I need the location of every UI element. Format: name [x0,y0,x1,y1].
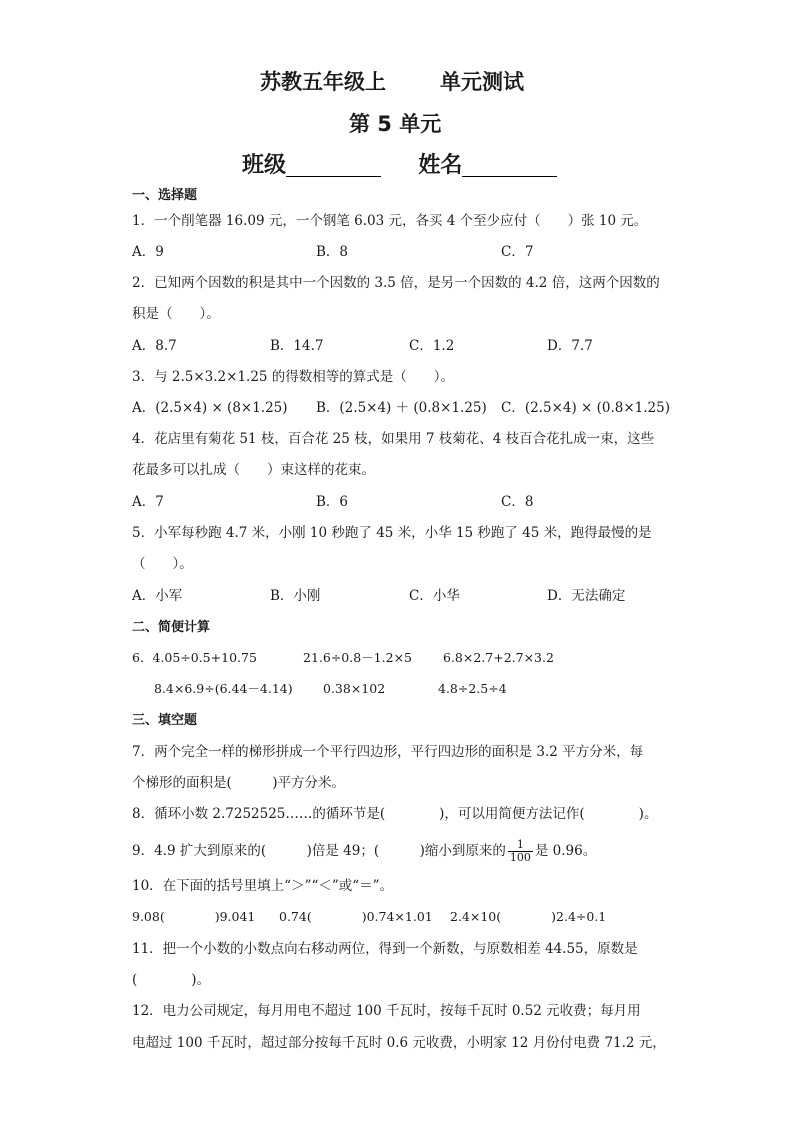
q4-option-b: B．6 [316,494,349,510]
question-12-line1: 12．电力公司规定，每月用电不超过 100 千瓦时，按每千瓦时 0.52 元收费；每月用 [132,1003,641,1019]
calc-2: 21.6÷0.8－1.2×5 [303,650,412,665]
question-11-line1: 11．把一个小数的小数点向右移动两位，得到一个新数，与原数相差 44.55，原数是 [132,941,638,957]
q1-option-b: B．8 [316,244,349,260]
q2-option-c: C．1.2 [409,338,455,354]
question-5-line2: （ ）。 [132,556,193,572]
class-label: 班级 [242,153,287,178]
q5-option-b: B．小刚 [270,588,321,604]
calc-6: 4.8÷2.5÷4 [438,681,507,696]
q5-option-a: A．小军 [132,588,183,604]
section-heading-calc: 二、简便计算 [132,620,211,635]
question-10: 10．在下面的括号里填上“＞”“＜”或“＝”。 [132,878,394,894]
q9-after: 是 0.96。 [534,843,597,859]
calc-5: 0.38×102 [323,681,386,696]
question-12-line2: 电超过 100 千瓦时，超过部分按每千瓦时 0.6 元收费，小明家 12 月份付电费 71.2 元， [132,1035,666,1051]
q3-option-c: C．(2.5×4) × (0.8×1.25) [501,400,671,416]
name-blank[interactable] [462,156,557,177]
q10-item-2: 0.74( )0.74×1.01 [279,909,433,924]
section-heading-choice: 一、选择题 [132,188,198,203]
calc-1: 6．4.05÷0.5+10.75 [132,650,257,665]
question-3: 3．与 2.5×3.2×1.25 的得数相等的算式是（ ）。 [132,369,455,385]
fraction-numerator: 1 [508,839,533,852]
q10-item-3: 2.4×10( )2.4÷0.1 [450,909,607,924]
question-7-line1: 7．两个完全一样的梯形拼成一个平行四边形，平行四边形的面积是 3.2 平方分米，每 [132,744,644,760]
calc-3: 6.8×2.7+2.7×3.2 [443,650,554,665]
class-name-line [242,155,557,177]
q3-option-a: A．(2.5×4) × (8×1.25) [132,400,288,416]
q4-option-c: C．8 [501,494,534,510]
title-test: 单元测试 [440,70,524,94]
q3-option-b: B．(2.5×4) ＋ (0.8×1.25) [316,400,487,416]
name-label: 姓名 [418,153,463,178]
q1-option-a: A．9 [132,244,164,260]
q5-option-c: C．小华 [409,588,460,604]
calc-4: 8.4×6.9÷(6.44－4.14) [154,681,293,696]
question-5-line1: 5．小军每秒跑 4.7 米，小刚 10 秒跑了 45 米，小华 15 秒跑了 45 米，跑得最慢的是 [132,525,652,541]
fraction-one-hundredth [508,839,533,864]
question-11-line2: ( )。 [132,972,211,988]
title-grade: 苏教五年级上 [260,70,386,94]
question-4-line2: 花最多可以扎成（ ）束这样的花束。 [132,462,375,478]
q2-option-a: A．8.7 [132,338,177,354]
q10-item-1: 9.08( )9.041 [132,909,256,924]
question-7-line2: 个梯形的面积是( )平方分米。 [132,775,346,791]
section-heading-fill: 三、填空题 [132,713,198,728]
q5-option-d: D．无法确定 [547,588,626,604]
question-1: 1．一个削笔器 16.09 元，一个钢笔 6.03 元，各买 4 个至少应付（ ）张 10 元。 [132,213,648,229]
question-8: 8．循环小数 2.7252525……的循环节是( )，可以用简便方法记作( )。 [132,806,658,822]
question-2-line2: 积是（ ）。 [132,306,220,322]
q9-before: 9．4.9 扩大到原来的( )倍是 49；( )缩小到原来的 [132,843,506,859]
q2-option-d: D．7.7 [547,338,593,354]
class-blank[interactable] [286,156,381,177]
q2-option-b: B．14.7 [270,338,324,354]
unit-title: 第 5 单元 [349,112,442,136]
fraction-denominator: 100 [509,851,531,864]
question-4-line1: 4．花店里有菊花 51 枝，百合花 25 枝，如果用 7 枝菊花、4 枝百合花扎成一束，这些 [132,431,655,447]
q4-option-a: A．7 [132,494,164,510]
q1-option-c: C．7 [501,244,534,260]
question-9 [132,836,596,866]
question-2-line1: 2．已知两个因数的积是其中一个因数的 3.5 倍，是另一个因数的 4.2 倍，这两个因数的 [132,275,660,291]
